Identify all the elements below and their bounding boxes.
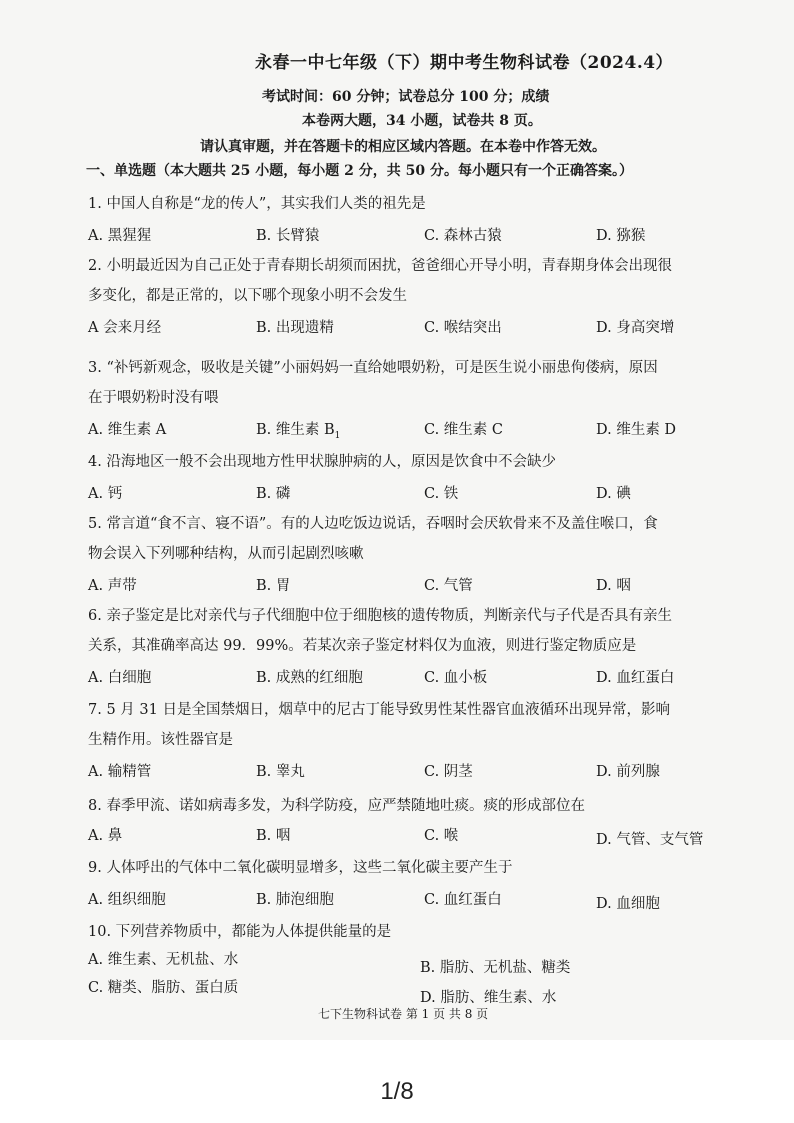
question-5-option-d: D. 咽 <box>596 578 631 594</box>
question-5-option-b: B. 胃 <box>256 578 291 594</box>
exam-title: 永春一中七年级（下）期中考生物科试卷（2024.4） <box>255 53 674 73</box>
question-2-option-d: D. 身高突增 <box>596 320 675 336</box>
question-10-option-a: A. 维生素、无机盐、水 <box>88 952 239 968</box>
question-10-stem: 10. 下列营养物质中，都能为人体提供能量的是 <box>88 924 392 940</box>
question-1-option-a: A. 黑猩猩 <box>88 228 152 244</box>
question-3-option-c: C. 维生素 C <box>424 422 503 438</box>
question-9-option-d: D. 血细胞 <box>596 896 660 912</box>
question-2-stem-line1: 2. 小明最近因为自己正处于青春期长胡须而困扰，爸爸细心开导小明，青春期身体会出现很 <box>88 258 672 274</box>
question-2-option-b: B. 出现遗精 <box>256 320 334 336</box>
question-9-option-b: B. 肺泡细胞 <box>256 892 334 908</box>
exam-time-info: 考试时间：60 分钟；试卷总分 100 分；成绩 <box>262 89 550 105</box>
question-6-stem-line1: 6. 亲子鉴定是比对亲代与子代细胞中位于细胞核的遗传物质，判断亲代与子代是否具有亲生 <box>88 608 672 624</box>
page-indicator: 1/8 <box>380 1078 414 1105</box>
question-2-option-c: C. 喉结突出 <box>424 320 502 336</box>
page-footer: 七下生物科试卷 第 1 页 共 8 页 <box>318 1007 489 1021</box>
question-5-option-a: A. 声带 <box>88 578 137 594</box>
question-1-option-c: C. 森林古猿 <box>424 228 502 244</box>
question-8-option-d: D. 气管、支气管 <box>596 832 704 848</box>
question-4-stem: 4. 沿海地区一般不会出现地方性甲状腺肿病的人，原因是饮食中不会缺少 <box>88 454 556 470</box>
question-3-option-a: A. 维生素 A <box>88 422 167 438</box>
question-6-option-c: C. 血小板 <box>424 670 488 686</box>
question-6-option-a: A. 白细胞 <box>88 670 152 686</box>
question-3-stem-line2: 在于喂奶粉时没有喂 <box>88 390 219 406</box>
question-7-stem-line2: 生精作用。该性器官是 <box>88 732 233 748</box>
question-6-option-d: D. 血红蛋白 <box>596 670 675 686</box>
question-1-option-b: B. 长臂猿 <box>256 228 320 244</box>
question-5-stem-line1: 5. 常言道“食不言、寝不语”。有的人边吃饭边说话，吞咽时会厌软骨来不及盖住喉口，食 <box>88 516 658 532</box>
question-7-option-d: D. 前列腺 <box>596 764 660 780</box>
question-7-option-b: B. 睾丸 <box>256 764 305 780</box>
question-8-option-b: B. 咽 <box>256 828 291 844</box>
question-3-option-b: B. 维生素 $B_1$ <box>256 422 341 441</box>
question-3-stem-line1: 3. “补钙新观念，吸收是关键”小丽妈妈一直给她喂奶粉，可是医生说小丽患佝偻病，原因 <box>88 360 658 376</box>
question-8-option-c: C. 喉 <box>424 828 459 844</box>
question-4-option-b: B. 磷 <box>256 486 291 502</box>
question-3-option-b-subscript: 1 <box>334 430 341 441</box>
question-3-option-d: D. 维生素 D <box>596 422 677 438</box>
question-2-option-a: A 会来月经 <box>88 320 162 336</box>
question-1-option-d: D. 猕猴 <box>596 228 646 244</box>
question-5-option-c: C. 气管 <box>424 578 473 594</box>
question-4-option-c: C. 铁 <box>424 486 459 502</box>
question-6-stem-line2: 关系，其准确率高达 99．99%。若某次亲子鉴定材料仅为血液，则进行鉴定物质应是 <box>88 638 637 654</box>
question-9-option-c: C. 血红蛋白 <box>424 892 502 908</box>
question-5-stem-line2: 物会误入下列哪种结构，从而引起剧烈咳嗽 <box>88 546 364 562</box>
question-10-option-c: C. 糖类、脂肪、蛋白质 <box>88 980 239 996</box>
exam-structure-info: 本卷两大题，34 小题，试卷共 8 页。 <box>302 113 542 129</box>
section-heading: 一、单选题（本大题共 25 小题，每小题 2 分，共 50 分。每小题只有一个正确答案。） <box>86 163 633 179</box>
question-8-option-a: A. 鼻 <box>88 828 123 844</box>
question-7-option-c: C. 阴茎 <box>424 764 473 780</box>
question-7-stem-line1: 7. 5 月 31 日是全国禁烟日，烟草中的尼古丁能导致男性某性器官血液循环出现异常，影响 <box>88 702 670 718</box>
question-9-stem: 9. 人体呼出的气体中二氧化碳明显增多，这些二氧化碳主要产生于 <box>88 860 513 876</box>
question-8-stem: 8. 春季甲流、诺如病毒多发，为科学防疫，应严禁随地吐痰。痰的形成部位在 <box>88 798 585 814</box>
question-7-option-a: A. 输精管 <box>88 764 152 780</box>
exam-instructions: 请认真审题，并在答题卡的相应区域内答题。在本卷中作答无效。 <box>200 139 606 155</box>
question-1-stem: 1. 中国人自称是“龙的传人”，其实我们人类的祖先是 <box>88 196 426 212</box>
question-9-option-a: A. 组织细胞 <box>88 892 166 908</box>
question-4-option-d: D. 碘 <box>596 486 631 502</box>
question-6-option-b: B. 成熟的红细胞 <box>256 670 363 686</box>
question-4-option-a: A. 钙 <box>88 486 123 502</box>
question-10-option-b: B. 脂肪、无机盐、糖类 <box>420 960 571 976</box>
question-2-stem-line2: 多变化，都是正常的，以下哪个现象小明不会发生 <box>88 288 407 304</box>
question-10-option-d: D. 脂肪、维生素、水 <box>420 990 557 1006</box>
